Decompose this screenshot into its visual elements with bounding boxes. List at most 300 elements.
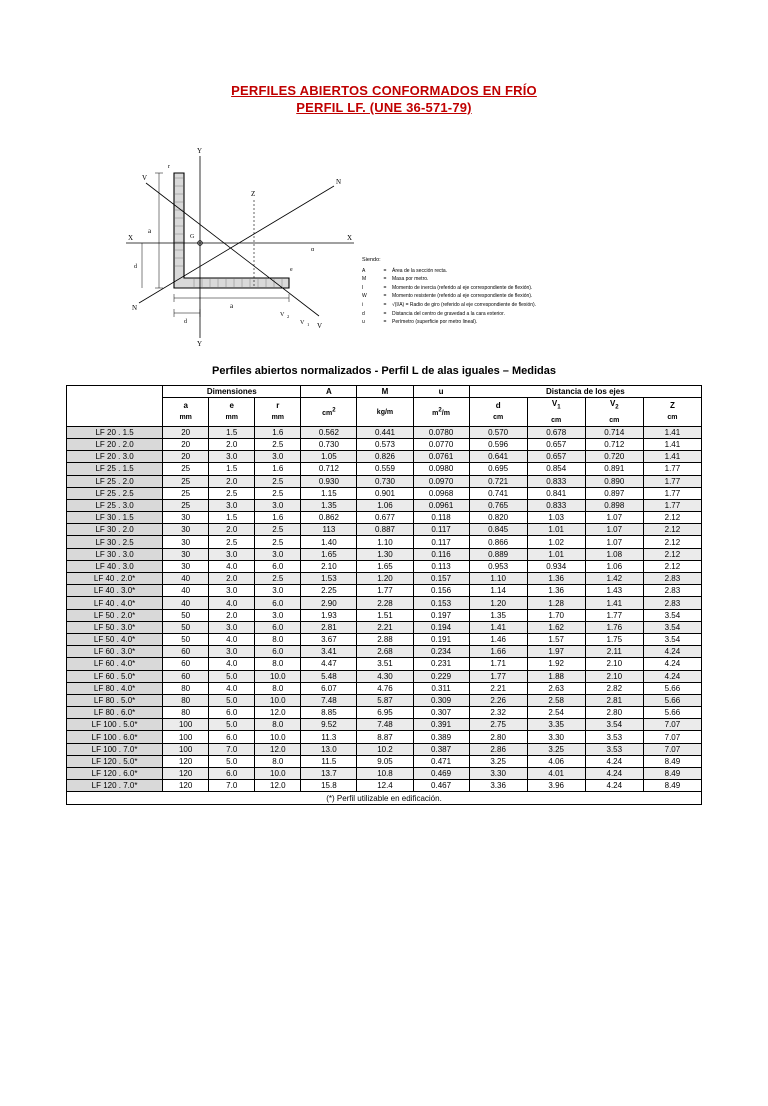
- cell-d: 1.71: [469, 658, 527, 670]
- cell-r: 12.0: [255, 743, 301, 755]
- cell-v2: 0.720: [585, 451, 643, 463]
- cell-u: 0.467: [413, 780, 469, 792]
- cell-a: 50: [163, 609, 209, 621]
- cell-a: 60: [163, 646, 209, 658]
- cell-z: 7.07: [643, 731, 701, 743]
- cell-v1: 1.01: [527, 548, 585, 560]
- cell-masa: 5.87: [357, 694, 413, 706]
- cell-d: 3.25: [469, 755, 527, 767]
- svg-text:d: d: [184, 319, 187, 325]
- cell-perfil: LF 25 . 1.5: [67, 463, 163, 475]
- cell-masa: 1.06: [357, 499, 413, 511]
- cell-u: 0.309: [413, 694, 469, 706]
- cell-area: 1.40: [301, 536, 357, 548]
- table-row: [67, 646, 702, 658]
- cell-d: 2.26: [469, 694, 527, 706]
- title-line-2: PERFIL LF. (UNE 36-571-79): [296, 100, 472, 115]
- document-title: [0, 82, 768, 116]
- cell-u: 0.231: [413, 658, 469, 670]
- cell-r: 8.0: [255, 682, 301, 694]
- cell-perfil: LF 60 . 4.0*: [67, 658, 163, 670]
- subheader-z: Z cm: [643, 398, 701, 427]
- cell-u: 0.157: [413, 573, 469, 585]
- cell-a: 100: [163, 743, 209, 755]
- cell-v2: 1.42: [585, 573, 643, 585]
- cell-v1: 0.833: [527, 475, 585, 487]
- cell-area: 7.48: [301, 694, 357, 706]
- cell-perfil: LF 100 . 7.0*: [67, 743, 163, 755]
- cell-area: 2.81: [301, 621, 357, 633]
- cell-v1: 1.62: [527, 621, 585, 633]
- subheader-area-unit: $cm^2$: [301, 398, 357, 427]
- cell-u: 0.229: [413, 670, 469, 682]
- cell-masa: 0.901: [357, 487, 413, 499]
- cell-u: 0.307: [413, 707, 469, 719]
- cell-perfil: LF 20 . 3.0: [67, 451, 163, 463]
- legend-text: Área de la sección recta.: [392, 267, 448, 274]
- cell-area: 2.25: [301, 585, 357, 597]
- cell-v1: 3.35: [527, 719, 585, 731]
- cell-v1: 4.06: [527, 755, 585, 767]
- header-perfil: PERFIL: [67, 386, 163, 427]
- cell-e: 5.0: [209, 694, 255, 706]
- cell-perfil: LF 20 . 2.0: [67, 438, 163, 450]
- cell-u: 0.391: [413, 719, 469, 731]
- cell-masa: 2.28: [357, 597, 413, 609]
- cell-v2: 0.890: [585, 475, 643, 487]
- cell-a: 25: [163, 487, 209, 499]
- cell-area: 1.35: [301, 499, 357, 511]
- cell-u: 0.117: [413, 536, 469, 548]
- table-row: [67, 658, 702, 670]
- table-row: [67, 755, 702, 767]
- cell-masa: 12.4: [357, 780, 413, 792]
- cell-e: 2.0: [209, 609, 255, 621]
- cell-z: 2.12: [643, 512, 701, 524]
- cell-masa: 7.48: [357, 719, 413, 731]
- cell-v2: 0.897: [585, 487, 643, 499]
- table-footnote-row: [67, 792, 702, 804]
- legend-text: Perímetro (superficie por metro lineal).: [392, 319, 478, 326]
- profiles-table-wrapper: [66, 385, 702, 805]
- cell-v2: 4.24: [585, 768, 643, 780]
- cell-r: 8.0: [255, 755, 301, 767]
- cell-masa: 8.87: [357, 731, 413, 743]
- cell-z: 5.66: [643, 694, 701, 706]
- cell-perfil: LF 100 . 5.0*: [67, 719, 163, 731]
- cell-r: 3.0: [255, 451, 301, 463]
- cell-r: 2.5: [255, 438, 301, 450]
- cell-d: 1.35: [469, 609, 527, 621]
- cell-z: 2.12: [643, 524, 701, 536]
- table-row: [67, 536, 702, 548]
- cell-masa: 10.8: [357, 768, 413, 780]
- cell-u: 0.153: [413, 597, 469, 609]
- legend-equals: =: [383, 267, 387, 274]
- cell-v1: 1.57: [527, 633, 585, 645]
- cell-masa: 6.95: [357, 707, 413, 719]
- subheader-v2: $V_2$ cm: [585, 398, 643, 427]
- cell-d: 1.10: [469, 573, 527, 585]
- cell-v1: 1.03: [527, 512, 585, 524]
- angle-profile-drawing: [104, 138, 384, 353]
- cell-perfil: LF 40 . 2.0*: [67, 573, 163, 585]
- cell-masa: 4.30: [357, 670, 413, 682]
- svg-text:V: V: [317, 322, 323, 330]
- cell-e: 1.5: [209, 512, 255, 524]
- cell-masa: 2.21: [357, 621, 413, 633]
- cell-area: 4.47: [301, 658, 357, 670]
- svg-text:d: d: [134, 264, 137, 270]
- cell-v2: 1.41: [585, 597, 643, 609]
- cell-d: 0.641: [469, 451, 527, 463]
- legend-text: Masa por metro.: [392, 276, 429, 283]
- cell-r: 10.0: [255, 694, 301, 706]
- table-row: [67, 731, 702, 743]
- cell-perfil: LF 40 . 4.0*: [67, 597, 163, 609]
- cell-area: 1.93: [301, 609, 357, 621]
- cell-area: 0.862: [301, 512, 357, 524]
- svg-text:2: 2: [287, 314, 290, 319]
- cell-d: 0.721: [469, 475, 527, 487]
- cell-a: 20: [163, 451, 209, 463]
- cell-d: 0.953: [469, 560, 527, 572]
- cell-v1: 3.30: [527, 731, 585, 743]
- table-row: [67, 548, 702, 560]
- table-row: [67, 707, 702, 719]
- cell-area: 1.15: [301, 487, 357, 499]
- cell-area: 8.85: [301, 707, 357, 719]
- cell-a: 20: [163, 438, 209, 450]
- cell-e: 7.0: [209, 780, 255, 792]
- legend-symbol: W: [362, 293, 367, 300]
- table-row: [67, 719, 702, 731]
- cell-u: 0.471: [413, 755, 469, 767]
- cell-u: 0.0980: [413, 463, 469, 475]
- cell-v1: 2.63: [527, 682, 585, 694]
- cell-v2: 0.891: [585, 463, 643, 475]
- cell-r: 2.5: [255, 573, 301, 585]
- cell-z: 1.41: [643, 438, 701, 450]
- cell-d: 0.741: [469, 487, 527, 499]
- cell-r: 2.5: [255, 487, 301, 499]
- cell-a: 20: [163, 426, 209, 438]
- cell-r: 6.0: [255, 646, 301, 658]
- cell-u: 0.156: [413, 585, 469, 597]
- table-row: [67, 597, 702, 609]
- cell-d: 0.820: [469, 512, 527, 524]
- cell-v2: 0.714: [585, 426, 643, 438]
- cell-a: 120: [163, 768, 209, 780]
- cell-d: 2.32: [469, 707, 527, 719]
- svg-text:r: r: [168, 164, 170, 170]
- cell-perfil: LF 40 . 3.0: [67, 560, 163, 572]
- subheader-d: d cm: [469, 398, 527, 427]
- legend-symbol: I: [362, 284, 364, 291]
- cell-e: 2.5: [209, 487, 255, 499]
- cell-area: 3.41: [301, 646, 357, 658]
- cell-e: 3.0: [209, 646, 255, 658]
- cell-u: 0.0970: [413, 475, 469, 487]
- cell-v1: 4.01: [527, 768, 585, 780]
- cell-z: 1.41: [643, 426, 701, 438]
- svg-text:V: V: [280, 312, 285, 318]
- cell-perfil: LF 30 . 2.0: [67, 524, 163, 536]
- table-row: [67, 438, 702, 450]
- svg-text:V: V: [300, 320, 305, 326]
- cell-perfil: LF 60 . 5.0*: [67, 670, 163, 682]
- cell-area: 6.07: [301, 682, 357, 694]
- svg-text:Z: Z: [251, 190, 256, 198]
- svg-text:N: N: [132, 304, 138, 312]
- svg-text:a: a: [148, 227, 152, 235]
- cell-v2: 4.24: [585, 780, 643, 792]
- cell-u: 0.469: [413, 768, 469, 780]
- cell-d: 0.889: [469, 548, 527, 560]
- cell-z: 7.07: [643, 743, 701, 755]
- cell-perfil: LF 30 . 1.5: [67, 512, 163, 524]
- cell-z: 8.49: [643, 768, 701, 780]
- cell-z: 5.66: [643, 707, 701, 719]
- cell-e: 1.5: [209, 426, 255, 438]
- cell-r: 8.0: [255, 633, 301, 645]
- cell-v2: 1.08: [585, 548, 643, 560]
- cell-v1: 0.657: [527, 438, 585, 450]
- cell-perfil: LF 50 . 3.0*: [67, 621, 163, 633]
- table-row: [67, 609, 702, 621]
- subheader-e: e mm: [209, 398, 255, 427]
- cell-z: 2.12: [643, 548, 701, 560]
- cell-a: 50: [163, 621, 209, 633]
- cell-u: 0.117: [413, 524, 469, 536]
- title-line-1: PERFILES ABIERTOS CONFORMADOS EN FRÍO: [231, 83, 537, 98]
- cell-a: 40: [163, 573, 209, 585]
- cell-u: 0.194: [413, 621, 469, 633]
- header-perimetro: u: [413, 386, 469, 398]
- cell-z: 3.54: [643, 633, 701, 645]
- cell-r: 1.6: [255, 463, 301, 475]
- cell-a: 30: [163, 560, 209, 572]
- cell-a: 80: [163, 682, 209, 694]
- cell-v2: 3.54: [585, 719, 643, 731]
- cell-v2: 2.10: [585, 658, 643, 670]
- svg-text:Y: Y: [197, 147, 203, 155]
- cell-v2: 2.80: [585, 707, 643, 719]
- cell-v2: 2.81: [585, 694, 643, 706]
- cell-e: 6.0: [209, 768, 255, 780]
- cell-a: 60: [163, 670, 209, 682]
- cell-masa: 1.51: [357, 609, 413, 621]
- subheader-r: r mm: [255, 398, 301, 427]
- cell-r: 3.0: [255, 499, 301, 511]
- cell-a: 25: [163, 499, 209, 511]
- table-row: [67, 524, 702, 536]
- cell-r: 6.0: [255, 621, 301, 633]
- cell-v1: 3.96: [527, 780, 585, 792]
- cell-r: 3.0: [255, 609, 301, 621]
- cell-e: 5.0: [209, 719, 255, 731]
- subheader-masa-unit: kg/m: [357, 398, 413, 427]
- cell-d: 1.46: [469, 633, 527, 645]
- cell-d: 0.570: [469, 426, 527, 438]
- cell-area: 1.05: [301, 451, 357, 463]
- cell-e: 2.5: [209, 536, 255, 548]
- cell-d: 1.77: [469, 670, 527, 682]
- cell-u: 0.0780: [413, 426, 469, 438]
- cell-perfil: LF 80 . 4.0*: [67, 682, 163, 694]
- cell-d: 1.14: [469, 585, 527, 597]
- cell-masa: 2.88: [357, 633, 413, 645]
- cell-u: 0.0770: [413, 438, 469, 450]
- cell-v2: 2.82: [585, 682, 643, 694]
- cell-r: 3.0: [255, 585, 301, 597]
- cell-masa: 1.30: [357, 548, 413, 560]
- cell-e: 3.0: [209, 621, 255, 633]
- cell-masa: 10.2: [357, 743, 413, 755]
- cell-z: 8.49: [643, 755, 701, 767]
- cell-v1: 0.657: [527, 451, 585, 463]
- cell-z: 2.83: [643, 597, 701, 609]
- cell-v1: 0.854: [527, 463, 585, 475]
- cell-z: 2.12: [643, 536, 701, 548]
- cell-r: 2.5: [255, 536, 301, 548]
- profiles-table-body: [67, 426, 702, 804]
- cell-d: 0.695: [469, 463, 527, 475]
- cell-r: 8.0: [255, 658, 301, 670]
- cell-r: 2.5: [255, 524, 301, 536]
- cell-v1: 1.02: [527, 536, 585, 548]
- legend-symbol: A: [362, 267, 366, 274]
- subheader-v1: $V_1$ cm: [527, 398, 585, 427]
- cell-a: 50: [163, 633, 209, 645]
- cell-u: 0.0761: [413, 451, 469, 463]
- legend-text: √(I/A) = Radio de giro (referido al eje correspondiente de flexión).: [392, 301, 537, 308]
- cell-area: 15.8: [301, 780, 357, 792]
- cell-v2: 3.53: [585, 731, 643, 743]
- cell-d: 1.41: [469, 621, 527, 633]
- cell-v2: 2.10: [585, 670, 643, 682]
- legend-equals: =: [383, 276, 387, 283]
- cell-d: 2.75: [469, 719, 527, 731]
- cell-d: 2.86: [469, 743, 527, 755]
- cell-u: 0.234: [413, 646, 469, 658]
- cell-area: 13.0: [301, 743, 357, 755]
- cell-masa: 0.730: [357, 475, 413, 487]
- cell-perfil: LF 50 . 2.0*: [67, 609, 163, 621]
- svg-text:V: V: [142, 174, 148, 182]
- cell-e: 7.0: [209, 743, 255, 755]
- cell-d: 0.845: [469, 524, 527, 536]
- svg-text:α: α: [311, 247, 315, 253]
- cell-a: 30: [163, 536, 209, 548]
- table-footnote: (*) Perfil utilizable en edificación.: [67, 792, 702, 804]
- cell-a: 60: [163, 658, 209, 670]
- cell-perfil: LF 30 . 3.0: [67, 548, 163, 560]
- cell-area: 11.3: [301, 731, 357, 743]
- cell-masa: 0.887: [357, 524, 413, 536]
- cell-masa: 0.559: [357, 463, 413, 475]
- cell-e: 4.0: [209, 633, 255, 645]
- cell-z: 5.66: [643, 682, 701, 694]
- legend-equals: =: [383, 301, 387, 308]
- svg-text:G: G: [190, 234, 195, 240]
- cell-d: 2.80: [469, 731, 527, 743]
- cell-v1: 1.97: [527, 646, 585, 658]
- cell-v2: 1.75: [585, 633, 643, 645]
- cell-u: 0.389: [413, 731, 469, 743]
- cell-e: 2.0: [209, 573, 255, 585]
- cell-v2: 2.11: [585, 646, 643, 658]
- table-row: [67, 451, 702, 463]
- cell-area: 3.67: [301, 633, 357, 645]
- cell-a: 100: [163, 731, 209, 743]
- cell-z: 1.41: [643, 451, 701, 463]
- cell-a: 30: [163, 524, 209, 536]
- cell-area: 5.48: [301, 670, 357, 682]
- document-page: [0, 82, 768, 1106]
- cell-v1: 0.678: [527, 426, 585, 438]
- cell-perfil: LF 25 . 3.0: [67, 499, 163, 511]
- cell-a: 120: [163, 755, 209, 767]
- cell-v1: 1.70: [527, 609, 585, 621]
- cell-masa: 0.677: [357, 512, 413, 524]
- svg-text:X: X: [347, 234, 353, 242]
- cell-masa: 1.10: [357, 536, 413, 548]
- cell-z: 7.07: [643, 719, 701, 731]
- cell-r: 8.0: [255, 719, 301, 731]
- table-row: [67, 621, 702, 633]
- cell-a: 25: [163, 475, 209, 487]
- legend-symbol: u: [362, 319, 365, 326]
- table-header-group-row: [67, 386, 702, 398]
- cell-masa: 2.68: [357, 646, 413, 658]
- cell-v1: 3.25: [527, 743, 585, 755]
- cell-a: 30: [163, 512, 209, 524]
- cell-a: 80: [163, 694, 209, 706]
- cell-e: 5.0: [209, 670, 255, 682]
- cell-v1: 1.36: [527, 573, 585, 585]
- table-row: [67, 463, 702, 475]
- legend-symbol: i: [362, 301, 364, 308]
- cell-a: 40: [163, 597, 209, 609]
- cell-perfil: LF 100 . 6.0*: [67, 731, 163, 743]
- table-row: [67, 743, 702, 755]
- table-row: [67, 768, 702, 780]
- cell-v2: 3.53: [585, 743, 643, 755]
- header-area: A: [301, 386, 357, 398]
- cell-masa: 1.65: [357, 560, 413, 572]
- cell-u: 0.387: [413, 743, 469, 755]
- profile-diagram: [84, 138, 684, 353]
- cell-area: 0.730: [301, 438, 357, 450]
- cell-v2: 0.898: [585, 499, 643, 511]
- cell-e: 6.0: [209, 731, 255, 743]
- cell-u: 0.118: [413, 512, 469, 524]
- cell-u: 0.311: [413, 682, 469, 694]
- cell-e: 2.0: [209, 438, 255, 450]
- table-row: [67, 694, 702, 706]
- cell-perfil: LF 40 . 3.0*: [67, 585, 163, 597]
- cell-a: 100: [163, 719, 209, 731]
- cell-z: 1.77: [643, 475, 701, 487]
- cell-r: 1.6: [255, 512, 301, 524]
- cell-e: 3.0: [209, 451, 255, 463]
- cell-area: 0.712: [301, 463, 357, 475]
- cell-e: 3.0: [209, 548, 255, 560]
- cell-perfil: LF 80 . 5.0*: [67, 694, 163, 706]
- cell-z: 4.24: [643, 646, 701, 658]
- cell-perfil: LF 30 . 2.5: [67, 536, 163, 548]
